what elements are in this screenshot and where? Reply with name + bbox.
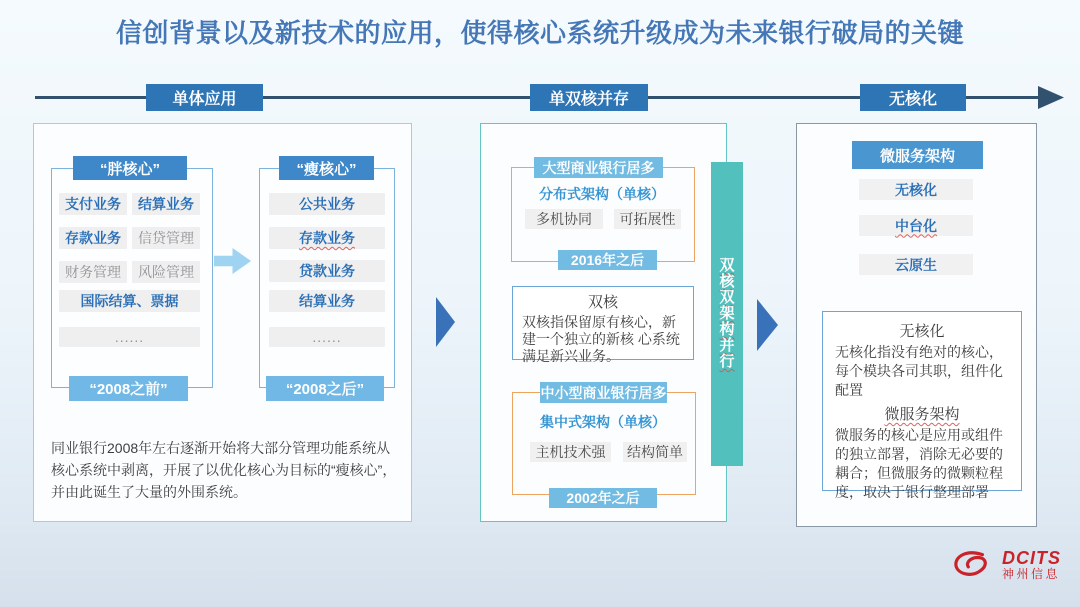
fat-core-period: “2008之前” bbox=[69, 376, 188, 401]
microservice-tag: 无核化 bbox=[859, 179, 973, 200]
fat-core-item: 风险管理 bbox=[132, 261, 200, 283]
small-banks-tag: 主机技术强 bbox=[530, 442, 611, 462]
thin-core-header: “瘦核心” bbox=[279, 156, 374, 180]
panel2-to-panel3-arrow-icon bbox=[757, 299, 778, 351]
microservice-arch-title-label: 微服务架构 bbox=[884, 406, 960, 423]
microservice-tag bbox=[859, 215, 973, 236]
dual-core-architecture-banner: 双 核 双 架 构 并 行 bbox=[711, 162, 743, 466]
fat-core-header: “胖核心” bbox=[73, 156, 187, 180]
small-banks-header: 中小型商业银行居多 bbox=[540, 382, 667, 403]
dcits-logo-name: DCITS bbox=[1002, 548, 1061, 569]
dcits-logo-text bbox=[1002, 549, 1061, 580]
large-banks-tag: 多机协同 bbox=[525, 209, 603, 229]
large-banks-architecture: 分布式架构（单核） bbox=[539, 186, 665, 202]
large-banks-period: 2016年之后 bbox=[558, 250, 657, 270]
coreless-title: 无核化 bbox=[899, 323, 945, 340]
fat-core-item-ellipsis: ...... bbox=[59, 327, 200, 347]
fat-core-item: 结算业务 bbox=[132, 193, 200, 215]
microservice-header: 微服务架构 bbox=[852, 141, 983, 169]
fat-core-item: 支付业务 bbox=[59, 193, 127, 215]
microservice-tag-label: 中台化 bbox=[895, 217, 937, 234]
thin-core-box bbox=[259, 168, 395, 388]
panel1-to-panel2-arrow-icon bbox=[436, 297, 455, 347]
thin-core-item-label: 存款业务 bbox=[299, 230, 355, 246]
fat-core-box bbox=[51, 168, 213, 388]
thin-core-item: 贷款业务 bbox=[269, 260, 385, 282]
timeline-stage-monolith: 单体应用 bbox=[146, 84, 263, 111]
thin-core-item-ellipsis: ...... bbox=[269, 327, 385, 347]
thin-core-item: 公共业务 bbox=[269, 193, 385, 215]
fat-core-item: 存款业务 bbox=[59, 227, 127, 249]
small-banks-architecture: 集中式架构（单核） bbox=[540, 414, 666, 430]
monolith-note: 同业银行2008年左右逐渐开始将大部分管理功能系统从核心系统中剥离，开展了以优化核心为目标的“瘦核心”，并由此诞生了大量的外围系统。 bbox=[51, 440, 397, 500]
dual-core-title: 双核 bbox=[587, 294, 618, 311]
fat-core-item: 财务管理 bbox=[59, 261, 127, 283]
thin-core-item bbox=[269, 227, 385, 249]
dcits-logo bbox=[950, 549, 1061, 581]
fat-core-item: 信贷管理 bbox=[132, 227, 200, 249]
timeline-arrowhead-icon bbox=[1038, 86, 1064, 109]
timeline-stage-coreless: 无核化 bbox=[860, 84, 966, 111]
large-banks-tag: 可拓展性 bbox=[614, 209, 681, 229]
panel-dual-core-era bbox=[480, 123, 727, 522]
dual-core-body: 双核指保留原有核心，新建一个独立的新核 心系统满足新兴业务。 bbox=[522, 314, 680, 364]
small-banks-tag: 结构简单 bbox=[623, 442, 687, 462]
dcits-logo-subtitle: 神州信息 bbox=[1002, 567, 1061, 582]
microservice-arch-title bbox=[835, 403, 1009, 424]
thin-core-period: “2008之后” bbox=[266, 376, 384, 401]
fat-core-item: 国际结算、票据 bbox=[59, 290, 200, 312]
thin-core-item: 结算业务 bbox=[269, 290, 385, 312]
microservice-arch-body: 微服务的核心是应用或组件的独立部署，消除无必要的耦合；但微服务的微颗粒程度，取决于银行整理部署 bbox=[835, 427, 1003, 500]
fat-to-thin-arrow-icon bbox=[214, 248, 251, 274]
large-banks-header: 大型商业银行居多 bbox=[534, 157, 663, 178]
coreless-detail-box bbox=[822, 311, 1022, 500]
page-title: 信创背景以及新技术的应用，使得核心系统升级成为未来银行破局的关键 bbox=[115, 18, 964, 48]
panel-monolith-era bbox=[33, 123, 412, 522]
microservice-tag: 云原生 bbox=[859, 254, 973, 275]
dual-core-box bbox=[512, 286, 694, 364]
timeline-stage-dual-core: 单双核并存 bbox=[530, 84, 648, 111]
dcits-swirl-icon bbox=[950, 549, 996, 581]
panel-coreless-era bbox=[796, 123, 1037, 527]
small-banks-period: 2002年之后 bbox=[549, 488, 657, 508]
coreless-body: 无核化指没有绝对的核心，每个模块各司其职，组件化配置 bbox=[835, 344, 1003, 398]
